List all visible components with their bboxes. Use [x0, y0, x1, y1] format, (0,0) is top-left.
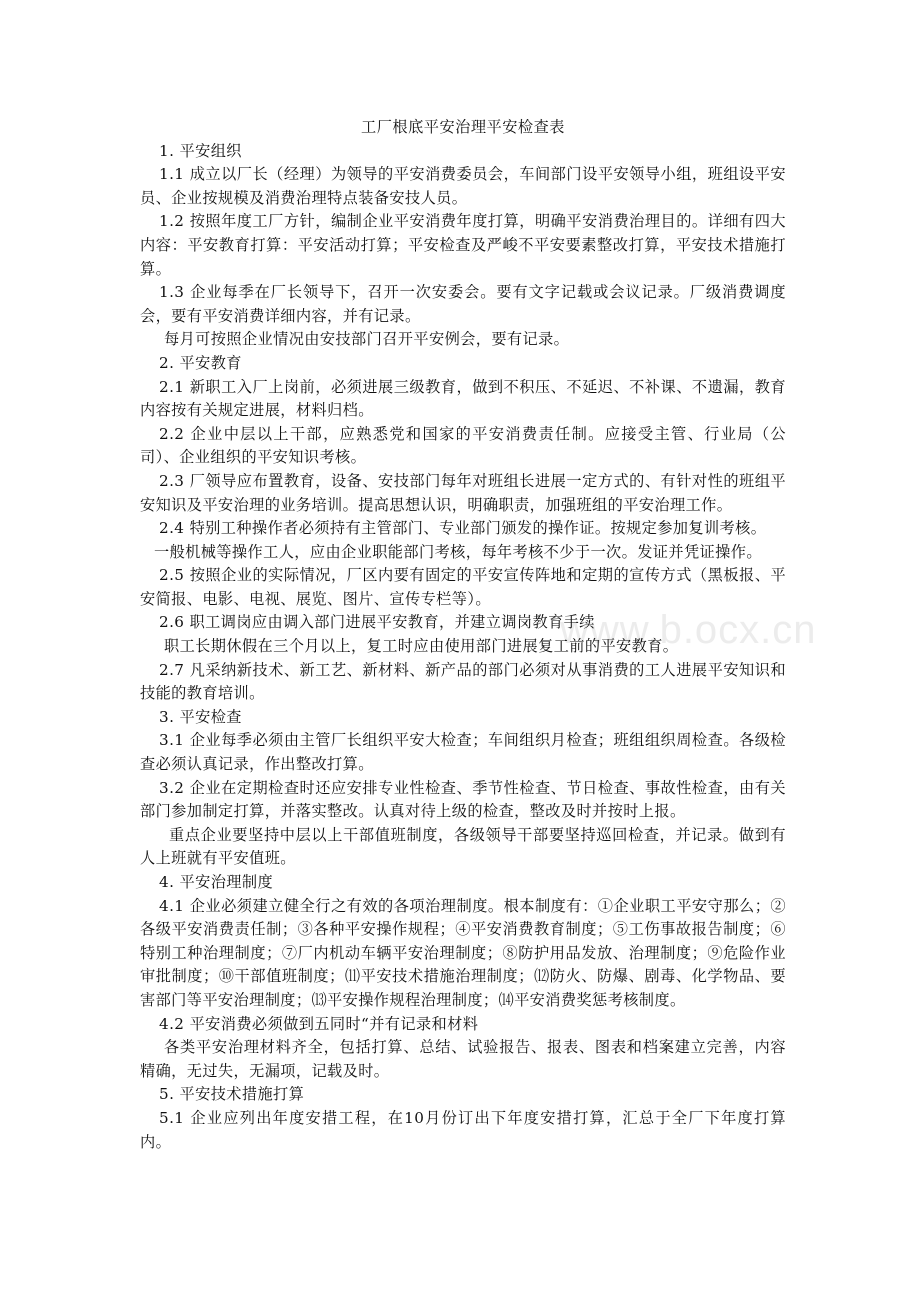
paragraph: 4.2 平安消费必须做到五同时“并有记录和材料: [159, 1014, 479, 1033]
paragraph: 一般机械等操作工人，应由企业职能部门考核，每年考核不少于一次。发证并凭证操作。: [154, 542, 762, 561]
paragraph: 3.1 企业每季必须由主管厂长组织平安大检查；车间组织月检查；班组组织周检查。各级检查必须认真记录，作出整改打算。: [140, 731, 786, 774]
paragraph: 2.4 特别工种操作者必须持有主管部门、专业部门颁发的操作证。按规定参加复训考核。: [159, 519, 767, 538]
paragraph: 1.3 企业每季在厂长领导下，召开一次安委会。要有文字记载或会议记录。厂级消费调度会，要有平安消费详细内容，并有记录。: [140, 283, 786, 325]
paragraph: 2. 平安教育: [159, 353, 242, 372]
paragraph: 每月可按照企业情况由安技部门召开平安例会，要有记录。: [164, 330, 570, 349]
paragraph: 4.1 企业必须建立健全行之有效的各项治理制度。根本制度有：①企业职工平安守那么；②各级平安消费责任制；③各种平安操作规程；④平安消费教育制度；⑤工伤事故报告制度；⑥特别工种治理制度；⑦厂内机动车辆平安治理制度；⑧防护用品发放、治理制度；⑨危险作业审批制度；⑩干部值班制度；⑾平安技术措施治理制度；⑿防火、防爆、剧毒、化学物品、要害部门等平安治理制度；⒀平安操作规程治理制度；⒁平安消费奖惩考核制度。: [140, 896, 786, 1009]
paragraph: 2.6 职工调岗应由调入部门进展平安教育，并建立调岗教育手续: [159, 613, 595, 632]
paragraph: 5. 平安技术措施打算: [159, 1085, 305, 1104]
paragraph: 4. 平安治理制度: [159, 873, 274, 891]
paragraph: 2.7 凡采纳新技术、新工艺、新材料、新产品的部门必须对从事消费的工人进展平安知识和技能的教育培训。: [140, 660, 786, 703]
paragraph: 2.1 新职工入厂上岗前，必须进展三级教育，做到不积压、不延迟、不补课、不遗漏，教育内容按有关规定进展，材料归档。: [140, 377, 786, 420]
paragraph: 2.5 按照企业的实际情况，厂区内要有固定的平安宣传阵地和定期的宣传方式（黑板报、平安简报、电影、电视、展览、图片、宣传专栏等）。: [140, 566, 786, 608]
paragraph: 重点企业要坚持中层以上干部值班制度，各级领导干部要坚持巡回检查，并记录。做到有人上班就有平安值班。: [140, 825, 786, 868]
paragraph: 1. 平安组织: [159, 141, 242, 160]
document-title: 工厂根底平安治理平安检查表: [361, 118, 565, 136]
watermark: www.b.ocx.cn: [560, 608, 817, 652]
paragraph: 3. 平安检查: [159, 707, 242, 726]
paragraph: 1.1 成立以厂长（经理）为领导的平安消费委员会，车间部门设平安领导小组，班组设平安员、企业按规模及消费治理特点装备安技人员。: [140, 165, 786, 207]
paragraph-list: [140, 140, 786, 1155]
paragraph: 1.2 按照年度工厂方针，编制企业平安消费年度打算，明确平安消费治理目的。详细有四大内容：平安教育打算：平安活动打算；平安检查及严峻不平安要素整改打算，平安技术措施打算。: [140, 212, 786, 278]
paragraph: 2.2 企业中层以上干部，应熟悉党和国家的平安消费责任制。应接受主管、行业局（公司）、企业组织的平安知识考核。: [140, 424, 786, 467]
paragraph: 各类平安治理材料齐全，包括打算、总结、试验报告、报表、图表和档案建立完善，内容精确，无过失，无漏项，记载及时。: [140, 1038, 786, 1080]
paragraph: 2.3 厂领导应布置教育，设备、安技部门每年对班组长进展一定方式的、有针对性的班组平安知识及平安治理的业务培训。提高思想认识，明确职责，加强班组的平安治理工作。: [140, 471, 786, 514]
paragraph: 3.2 企业在定期检查时还应安排专业性检查、季节性检查、节日检查、事故性检查，由有关部门参加制定打算，并落实整改。认真对待上级的检查，整改及时并按时上报。: [140, 778, 786, 821]
paragraph: 职工长期休假在三个月以上，复工时应由使用部门进展复工前的平安教育。: [164, 637, 679, 656]
paragraph: 5.1 企业应列出年度安措工程，在10月份订出下年度安措打算，汇总于全厂下年度打算内。: [140, 1108, 786, 1151]
document-body: [140, 116, 786, 1154]
